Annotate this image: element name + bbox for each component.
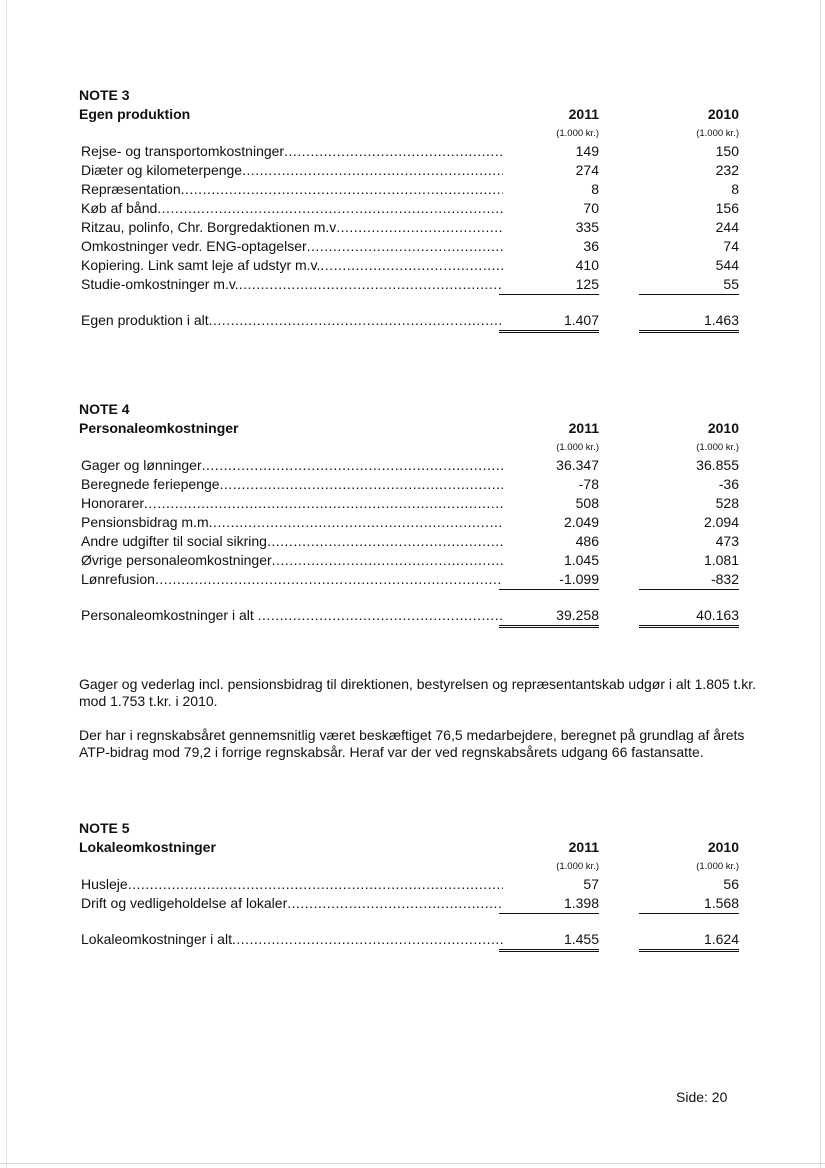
row-label: Repræsentation ..... bbox=[81, 180, 503, 199]
value-2011: -1.099 bbox=[499, 570, 599, 590]
note-3-title: Egen produktion bbox=[79, 106, 191, 122]
note-3-section bbox=[79, 86, 759, 330]
value-2010: 36.855 bbox=[696, 457, 739, 473]
note-3-unit-2011: (1.000 kr.) bbox=[556, 128, 599, 139]
row-label: Øvrige personaleomkostninger ..... bbox=[81, 551, 503, 570]
row-label: Pensionsbidrag m.m ..... bbox=[81, 513, 503, 532]
value-2010: 244 bbox=[715, 219, 739, 235]
value-2010: 473 bbox=[715, 533, 739, 549]
total-2011: 1.407 bbox=[499, 311, 599, 333]
note-4-year-2010: 2010 bbox=[707, 420, 739, 436]
total-row bbox=[79, 311, 759, 330]
note-5-year-2011: 2011 bbox=[568, 839, 599, 855]
total-2010: 1.463 bbox=[639, 311, 739, 333]
note-5-units bbox=[79, 859, 759, 875]
row-label: Rejse- og transportomkostninger ..... bbox=[81, 142, 503, 161]
total-row bbox=[79, 606, 759, 625]
row-label: Omkostninger vedr. ENG-optagelser ..... bbox=[81, 237, 503, 256]
note-3-unit-2010: (1.000 kr.) bbox=[696, 128, 739, 139]
note-3-year-2010: 2010 bbox=[707, 106, 739, 122]
total-label: Personaleomkostninger i alt ..... bbox=[81, 606, 503, 625]
value-2010: 232 bbox=[715, 162, 739, 178]
note-4-year-2011: 2011 bbox=[568, 420, 599, 436]
total-2010: 40.163 bbox=[639, 606, 739, 628]
total-row bbox=[79, 930, 759, 949]
value-2010: 1.081 bbox=[703, 552, 739, 568]
value-2010: 1.568 bbox=[639, 894, 739, 914]
value-2010: 55 bbox=[639, 275, 739, 295]
table-row bbox=[79, 256, 759, 275]
note-4-header bbox=[79, 418, 759, 440]
note-5-unit-2010: (1.000 kr.) bbox=[696, 861, 739, 872]
note-3-label: NOTE 3 bbox=[79, 87, 130, 103]
note-3-units bbox=[79, 126, 759, 142]
value-2010: -36 bbox=[718, 476, 739, 492]
row-label: Beregnede feriepenge ..... bbox=[81, 475, 503, 494]
value-2010: 544 bbox=[715, 257, 739, 273]
value-2011: 274 bbox=[575, 162, 599, 178]
table-row bbox=[79, 456, 759, 475]
value-2010: 156 bbox=[715, 200, 739, 216]
note-4-section bbox=[79, 400, 759, 625]
page-edge-right bbox=[820, 0, 821, 1168]
total-label: Egen produktion i alt ..... bbox=[81, 311, 503, 330]
row-label: Gager og lønninger ..... bbox=[81, 456, 503, 475]
row-label: Diæter og kilometerpenge ..... bbox=[81, 161, 503, 180]
page-number: Side: 20 bbox=[676, 1089, 728, 1105]
note-5-header bbox=[79, 837, 759, 859]
note-5-label: NOTE 5 bbox=[79, 820, 130, 836]
value-2010: 74 bbox=[723, 238, 739, 254]
note-4-label: NOTE 4 bbox=[79, 401, 130, 417]
note-3-year-2011: 2011 bbox=[568, 106, 599, 122]
row-label: Kopiering. Link samt leje af udstyr m.v. ..... bbox=[81, 256, 503, 275]
total-2011: 1.455 bbox=[499, 930, 599, 952]
table-row bbox=[79, 275, 759, 294]
table-row bbox=[79, 237, 759, 256]
note-5-year-2010: 2010 bbox=[707, 839, 739, 855]
row-label: Køb af bånd ..... bbox=[81, 199, 503, 218]
value-2011: 149 bbox=[575, 143, 599, 159]
value-2011: 335 bbox=[575, 219, 599, 235]
value-2011: 8 bbox=[591, 181, 599, 197]
value-2011: 36.347 bbox=[556, 457, 599, 473]
note-5-unit-2011: (1.000 kr.) bbox=[556, 861, 599, 872]
note-5-section bbox=[79, 819, 759, 949]
row-label: Andre udgifter til social sikring ..... bbox=[81, 532, 503, 551]
table-row bbox=[79, 218, 759, 237]
row-label: Honorarer ..... bbox=[81, 494, 503, 513]
value-2011: 2.049 bbox=[563, 514, 599, 530]
page-edge-bottom bbox=[0, 1163, 825, 1164]
table-row bbox=[79, 161, 759, 180]
value-2010: 528 bbox=[715, 495, 739, 511]
note-4-unit-2010: (1.000 kr.) bbox=[696, 442, 739, 453]
value-2011: 70 bbox=[583, 200, 599, 216]
note-3-header bbox=[79, 104, 759, 126]
note-4-title: Personaleomkostninger bbox=[79, 420, 239, 436]
value-2010: 150 bbox=[715, 143, 739, 159]
value-2011: 410 bbox=[575, 257, 599, 273]
table-row bbox=[79, 551, 759, 570]
total-2010: 1.624 bbox=[639, 930, 739, 952]
table-row bbox=[79, 494, 759, 513]
value-2010: -832 bbox=[639, 570, 739, 590]
note-4-units bbox=[79, 440, 759, 456]
note-4-unit-2011: (1.000 kr.) bbox=[556, 442, 599, 453]
value-2011: 1.398 bbox=[499, 894, 599, 914]
value-2010: 2.094 bbox=[703, 514, 739, 530]
value-2011: 57 bbox=[583, 876, 599, 892]
table-row bbox=[79, 894, 759, 913]
value-2011: 36 bbox=[583, 238, 599, 254]
table-row bbox=[79, 199, 759, 218]
value-2010: 56 bbox=[723, 876, 739, 892]
table-row bbox=[79, 142, 759, 161]
table-row bbox=[79, 875, 759, 894]
value-2011: 125 bbox=[499, 275, 599, 295]
table-row bbox=[79, 513, 759, 532]
row-label: Studie-omkostninger m.v. ..... bbox=[81, 275, 503, 294]
table-row bbox=[79, 570, 759, 589]
table-row bbox=[79, 475, 759, 494]
total-label: Lokaleomkostninger i alt ..... bbox=[81, 930, 503, 949]
value-2010: 8 bbox=[731, 181, 739, 197]
row-label: Husleje ..... bbox=[81, 875, 503, 894]
row-label: Drift og vedligeholdelse af lokaler ..... bbox=[81, 894, 503, 913]
value-2011: -78 bbox=[578, 476, 599, 492]
employees-paragraph: Der har i regnskabsåret gennemsnitlig været beskæftiget 76,5 medarbejdere, beregnet på grundlag af årets ATP-bidrag mod 79,2 i forrige regnskabsår. Heraf var der ved regnskabsårets udgang 66 fastansatte. bbox=[79, 727, 745, 760]
value-2011: 1.045 bbox=[563, 552, 599, 568]
value-2011: 508 bbox=[575, 495, 599, 511]
table-row bbox=[79, 180, 759, 199]
salary-paragraph: Gager og vederlag incl. pensionsbidrag til direktionen, bestyrelsen og repræsentantskab udgør i alt 1.805 t.kr. mod 1.753 t.kr. i 2010. bbox=[79, 676, 757, 709]
value-2011: 486 bbox=[575, 533, 599, 549]
total-2011: 39.258 bbox=[499, 606, 599, 628]
row-label: Ritzau, polinfo, Chr. Borgredaktionen m.v ..... bbox=[81, 218, 503, 237]
table-row bbox=[79, 532, 759, 551]
page-edge-left bbox=[6, 0, 7, 1168]
note-5-title: Lokaleomkostninger bbox=[79, 839, 216, 855]
row-label: Lønrefusion ..... bbox=[81, 570, 503, 589]
